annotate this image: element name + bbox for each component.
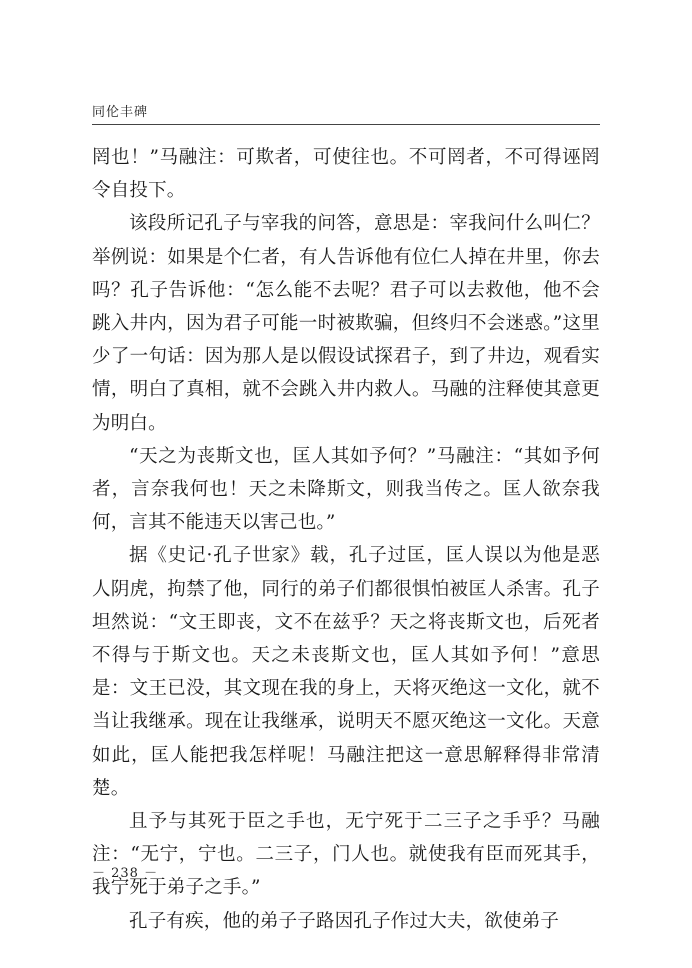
paragraph-4: 据《史记·孔子世家》载，孔子过匡，匡人误以为他是恶人阴虎，拘禁了他，同行的弟子们都很惧怕被匡人杀害。孔子坦然说：“文王即丧，文不在兹乎？天之将丧斯文也，后死者不得与于斯文也。天之未丧斯文也，匡人其如予何！”意思是：文王已没，其文现在我的身上，天将灭绝这一文化，就不当让我继承。现在让我继承，说明天不愿灭绝这一文化。天意如此，匡人能把我怎样呢！马融注把这一意思解释得非常清楚。 bbox=[92, 545, 600, 799]
paragraph-5: 且予与其死于臣之手也，无宁死于二三子之手乎？马融注：“无宁，宁也。二三子，门人也。就使我有臣而死其手，我宁死于弟子之手。” bbox=[92, 811, 600, 899]
page-number: － 238 － bbox=[92, 866, 159, 881]
paragraph-3: “天之为丧斯文也，匡人其如予何？”马融注：“其如予何者，言奈我何也！天之未降斯文，则我当传之。匡人欲奈我何，言其不能违天以害己也。” bbox=[92, 445, 600, 534]
header-rule bbox=[92, 124, 600, 125]
paragraph-6: 孔子有疾，他的弟子子路因孔子作过大夫，欲使弟子 bbox=[129, 910, 560, 932]
paragraph-2: 该段所记孔子与宰我的问答，意思是：宰我问什么叫仁？举例说：如果是个仁者，有人告诉他有位仁人掉在井里，你去吗？孔子告诉他：“怎么能不去呢？君子可以去救他，他不会跳入井内，因为君子可能一时被欺骗，但终归不会迷惑。”这里少了一句话：因为那人是以假设试探君子，到了井边，观看实情，明白了真相，就不会跳入井内救人。马融的注释使其意更为明白。 bbox=[92, 213, 600, 434]
running-head: 同伦丰碑 bbox=[92, 105, 149, 120]
body-text bbox=[92, 141, 600, 938]
paragraph-1: 罔也！”马融注：可欺者，可使往也。不可罔者，不可得诬罔令自投下。 bbox=[92, 147, 600, 202]
